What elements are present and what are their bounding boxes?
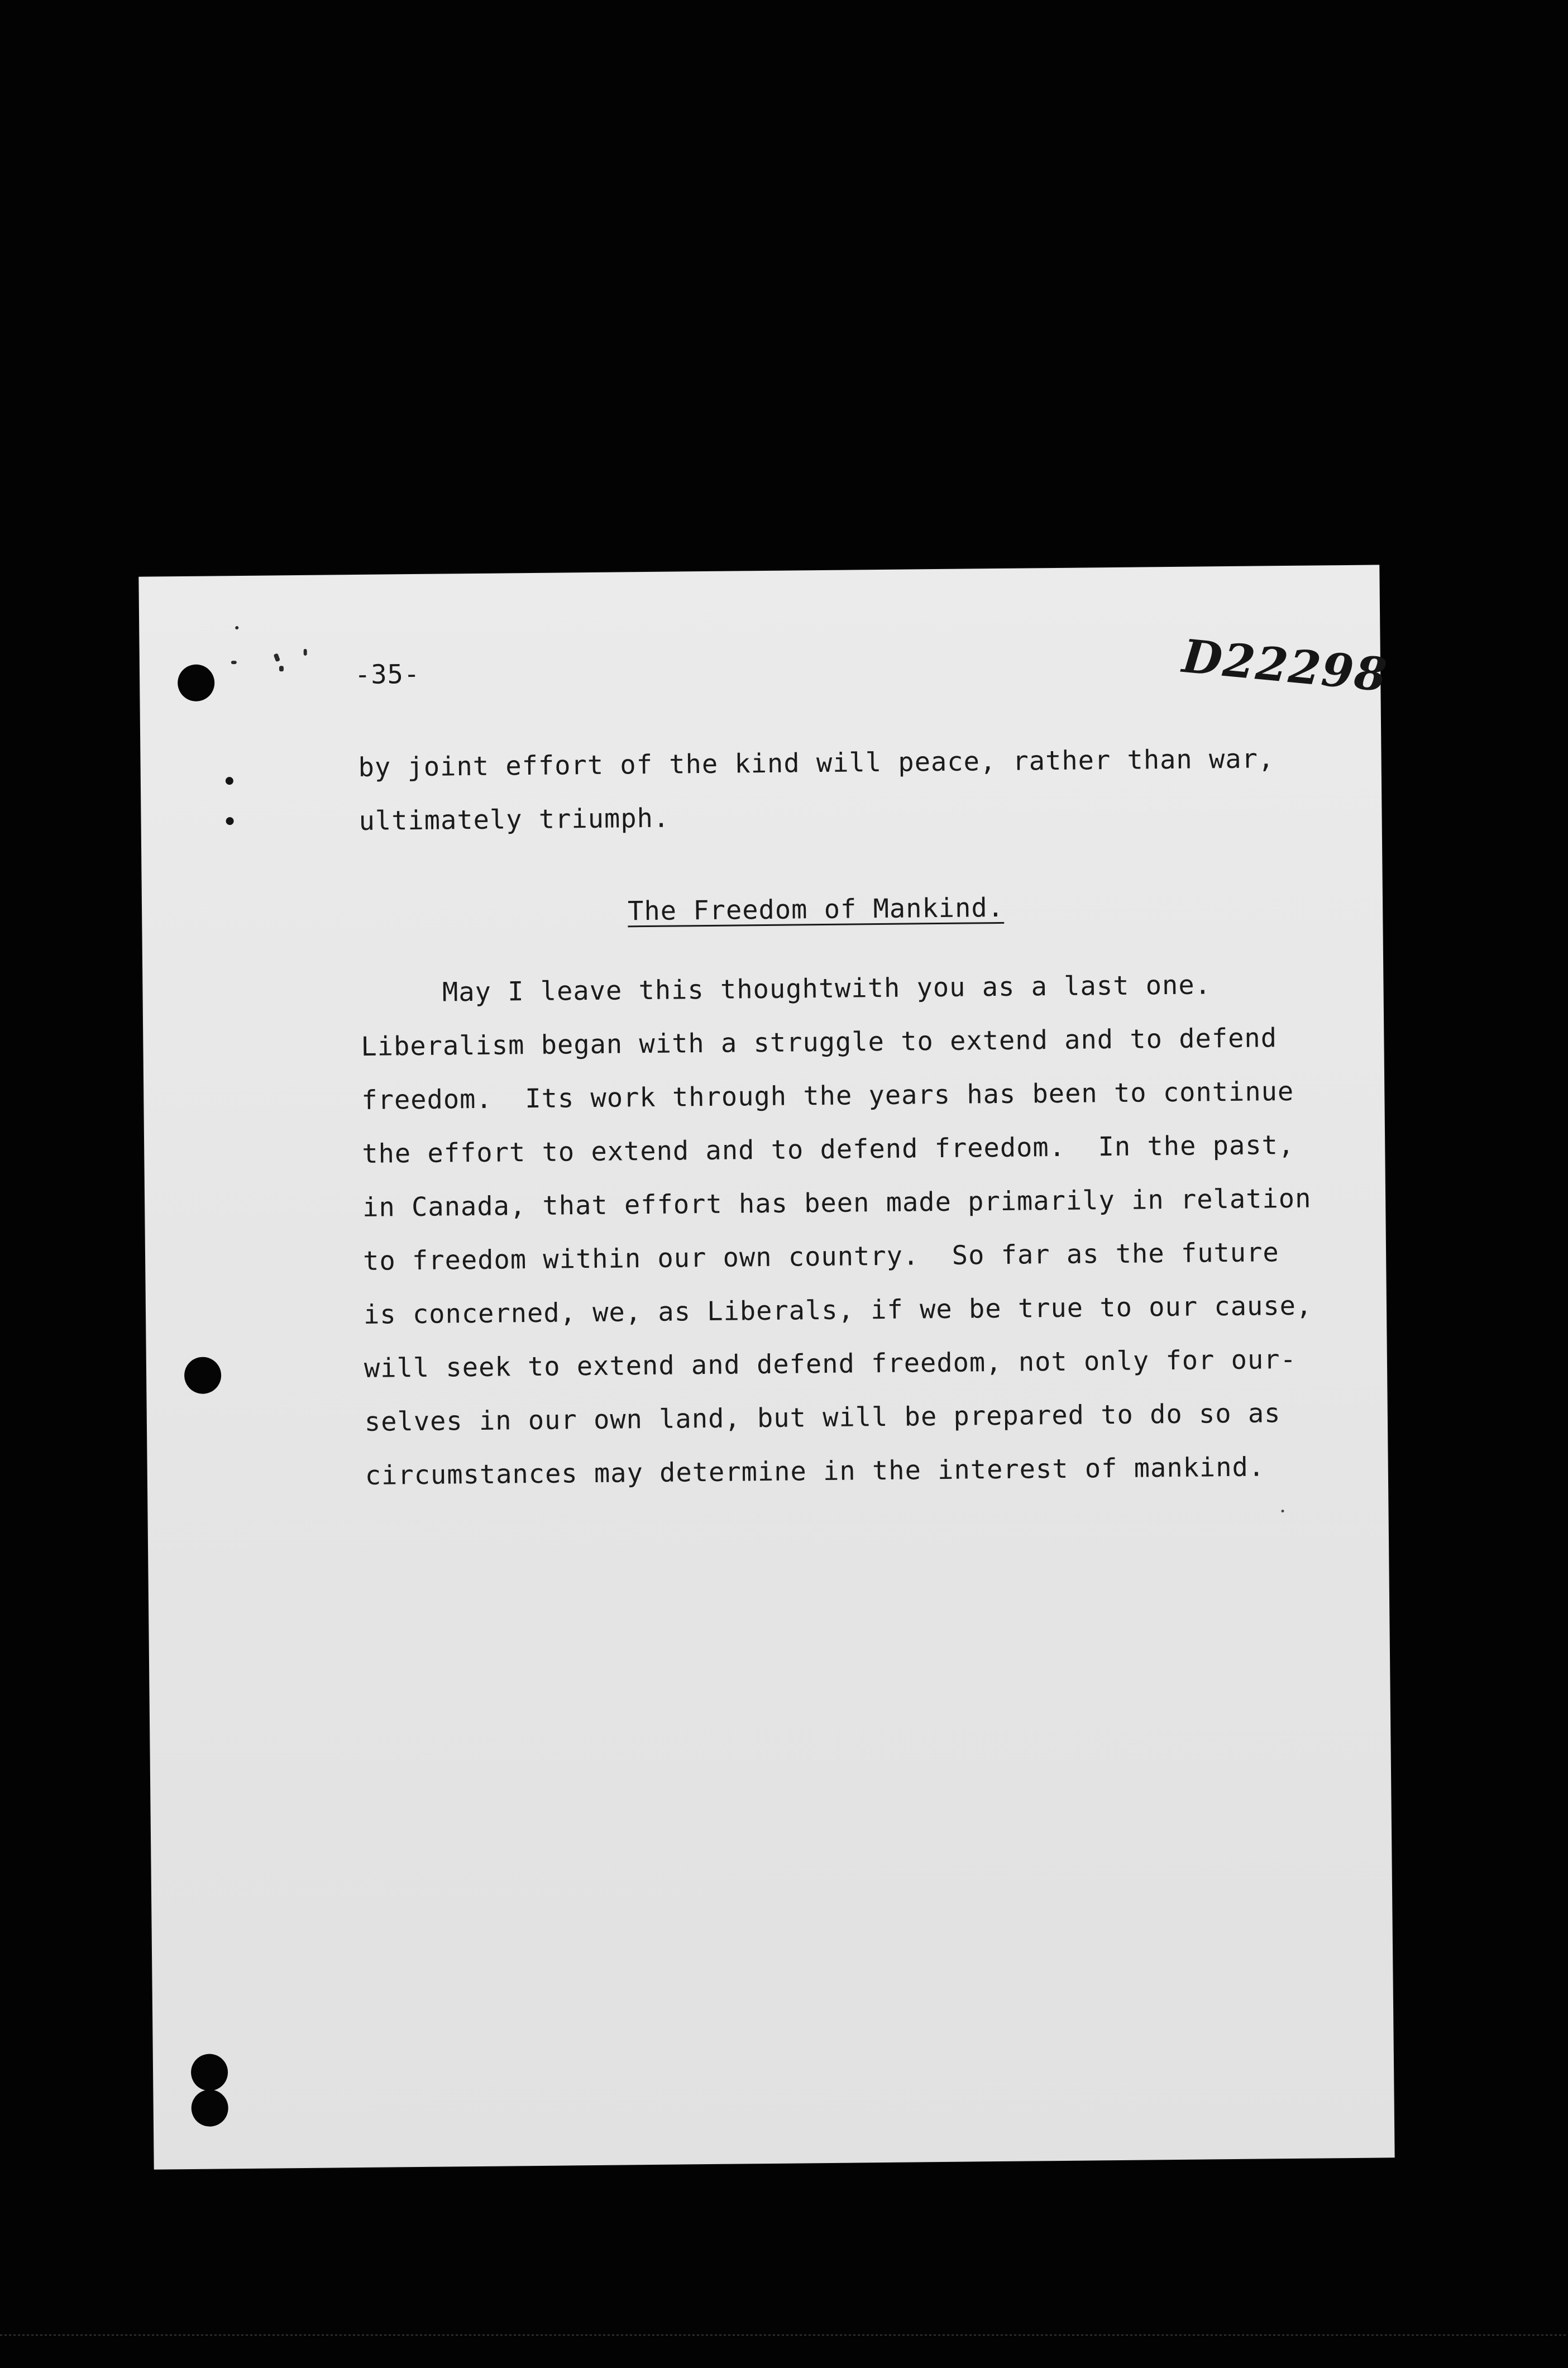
ink-dot	[226, 777, 233, 785]
punch-hole-middle	[184, 1357, 222, 1394]
paragraph-line: to freedom within our own country. So far as the future	[362, 1237, 1279, 1277]
punch-hole-top	[178, 664, 215, 701]
paragraph-line: freedom. Its work through the years has been to continue	[361, 1076, 1294, 1116]
paragraph-line: will seek to extend and defend freedom, not only for our-	[364, 1344, 1297, 1384]
scan-edge-line	[0, 2334, 1568, 2336]
paragraph-line: in Canada, that effort has been made primarily in relation	[362, 1183, 1312, 1223]
paragraph-line: May I leave this thoughtwith you as a last one.	[360, 970, 1212, 1009]
opening-line: by joint effort of the kind will peace, rather than war,	[358, 743, 1275, 783]
ink-speck	[274, 653, 280, 662]
paragraph-line: the effort to extend and to defend freedom. In the past,	[362, 1129, 1295, 1169]
paragraph-line: is concerned, we, as Liberals, if we be true to our cause,	[363, 1290, 1313, 1330]
page-number: -35-	[354, 658, 420, 691]
punch-hole-bottom-upper	[191, 2054, 228, 2091]
paragraph-line: Liberalism began with a struggle to extend and to defend	[361, 1023, 1278, 1062]
ink-speck	[235, 626, 238, 629]
paragraph-line: selves in our own land, but will be prepared to do so as	[364, 1398, 1281, 1438]
ink-speck	[279, 666, 284, 671]
paper-sheet	[138, 565, 1394, 2169]
punch-hole-bottom-lower	[191, 2089, 228, 2127]
archive-stamp-number: D22298	[1180, 629, 1390, 703]
section-heading: The Freedom of Mankind.	[627, 892, 1005, 927]
paragraph-line: circumstances may determine in the interest of mankind.	[365, 1452, 1265, 1491]
ink-speck	[304, 649, 307, 656]
ink-dot	[226, 817, 234, 825]
opening-line: ultimately triumph.	[358, 803, 670, 837]
ink-speck	[1281, 1510, 1284, 1512]
ink-speck	[231, 661, 237, 664]
